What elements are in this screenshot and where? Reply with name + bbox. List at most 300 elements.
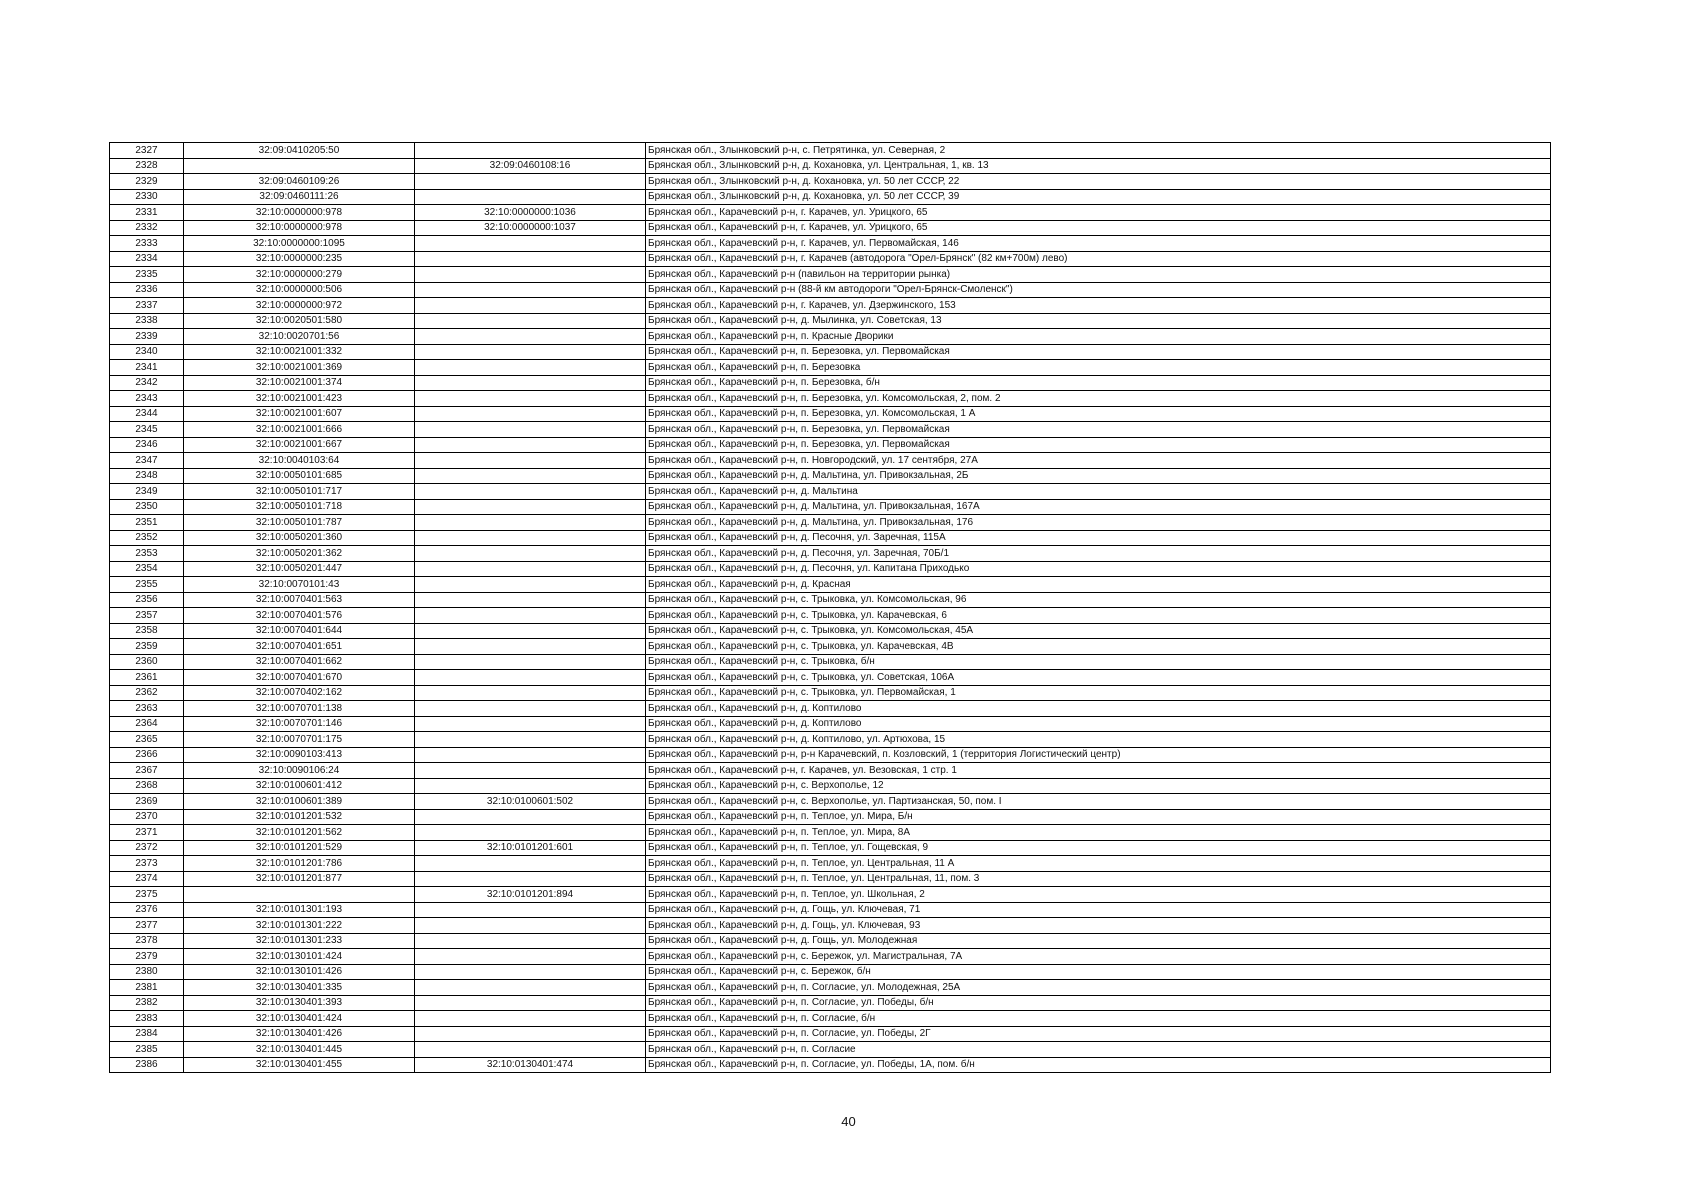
table-row [110,608,1551,624]
page-number: 40 [841,1114,856,1129]
linked-cadastral-number-cell [415,1026,646,1042]
linked-cadastral-number-cell [415,453,646,469]
row-number-cell: 2382 [110,995,184,1011]
table-row [110,375,1551,391]
table-row [110,329,1551,345]
linked-cadastral-number-cell [415,623,646,639]
row-number-cell: 2373 [110,856,184,872]
cadastral-number-cell [184,158,415,174]
row-number-cell: 2368 [110,778,184,794]
row-number-cell: 2351 [110,515,184,531]
table-row [110,422,1551,438]
linked-cadastral-number-cell [415,313,646,329]
row-number-cell: 2375 [110,887,184,903]
table-row [110,856,1551,872]
row-number-cell: 2355 [110,577,184,593]
linked-cadastral-number-cell [415,608,646,624]
address-cell: Брянская обл., Карачевский р-н, п. Согласие, ул. Молодежная, 25А [646,980,1551,996]
address-cell: Брянская обл., Карачевский р-н, п. Березовка [646,360,1551,376]
row-number-cell: 2370 [110,809,184,825]
linked-cadastral-number-cell [415,654,646,670]
row-number-cell: 2352 [110,530,184,546]
row-number-cell: 2366 [110,747,184,763]
row-number-cell: 2341 [110,360,184,376]
row-number-cell: 2369 [110,794,184,810]
linked-cadastral-number-cell [415,747,646,763]
row-number-cell: 2338 [110,313,184,329]
row-number-cell: 2372 [110,840,184,856]
cadastral-number-cell: 32:10:0040103:64 [184,453,415,469]
table-row [110,840,1551,856]
linked-cadastral-number-cell: 32:10:0130401:474 [415,1057,646,1073]
address-cell: Брянская обл., Карачевский р-н, г. Карачев, ул. Везовская, 1 стр. 1 [646,763,1551,779]
cadastral-number-cell: 32:10:0020701:56 [184,329,415,345]
table-row [110,1057,1551,1073]
address-cell: Брянская обл., Карачевский р-н, с. Трыковка, ул. Комсомольская, 45А [646,623,1551,639]
table-row [110,825,1551,841]
cadastral-number-cell: 32:10:0000000:972 [184,298,415,314]
address-cell: Брянская обл., Карачевский р-н, п. Березовка, ул. Первомайская [646,422,1551,438]
row-number-cell: 2342 [110,375,184,391]
table-row [110,530,1551,546]
linked-cadastral-number-cell: 32:10:0000000:1036 [415,205,646,221]
address-cell: Брянская обл., Карачевский р-н, с. Трыковка, ул. Комсомольская, 96 [646,592,1551,608]
linked-cadastral-number-cell [415,499,646,515]
table-row [110,701,1551,717]
cadastral-number-cell [184,887,415,903]
address-cell: Брянская обл., Карачевский р-н, д. Мылинка, ул. Советская, 13 [646,313,1551,329]
table-row [110,794,1551,810]
cadastral-number-cell: 32:10:0020501:580 [184,313,415,329]
linked-cadastral-number-cell [415,592,646,608]
linked-cadastral-number-cell [415,809,646,825]
linked-cadastral-number-cell [415,577,646,593]
row-number-cell: 2345 [110,422,184,438]
cadastral-number-cell: 32:10:0090106:24 [184,763,415,779]
cadastral-number-cell: 32:10:0101201:562 [184,825,415,841]
linked-cadastral-number-cell [415,468,646,484]
row-number-cell: 2384 [110,1026,184,1042]
cadastral-number-cell: 32:10:0101301:222 [184,918,415,934]
row-number-cell: 2379 [110,949,184,965]
row-number-cell: 2363 [110,701,184,717]
linked-cadastral-number-cell [415,391,646,407]
cadastral-number-cell: 32:10:0070401:644 [184,623,415,639]
table-row [110,670,1551,686]
row-number-cell: 2360 [110,654,184,670]
address-cell: Брянская обл., Карачевский р-н, п. Согласие, б/н [646,1011,1551,1027]
row-number-cell: 2343 [110,391,184,407]
table-row [110,902,1551,918]
cadastral-number-cell: 32:10:0021001:332 [184,344,415,360]
table-row [110,918,1551,934]
table-row [110,468,1551,484]
row-number-cell: 2332 [110,220,184,236]
linked-cadastral-number-cell [415,329,646,345]
address-cell: Брянская обл., Карачевский р-н, с. Верхополье, 12 [646,778,1551,794]
row-number-cell: 2361 [110,670,184,686]
cadastral-number-cell: 32:10:0000000:978 [184,205,415,221]
linked-cadastral-number-cell [415,902,646,918]
address-cell: Брянская обл., Карачевский р-н, д. Песочня, ул. Капитана Приходько [646,561,1551,577]
table-row [110,313,1551,329]
linked-cadastral-number-cell [415,701,646,717]
row-number-cell: 2340 [110,344,184,360]
table-row [110,949,1551,965]
address-cell: Брянская обл., Карачевский р-н, п. Березовка, ул. Комсомольская, 2, пом. 2 [646,391,1551,407]
row-number-cell: 2344 [110,406,184,422]
row-number-cell: 2356 [110,592,184,608]
cadastral-number-cell: 32:10:0101201:877 [184,871,415,887]
row-number-cell: 2348 [110,468,184,484]
linked-cadastral-number-cell [415,670,646,686]
linked-cadastral-number-cell: 32:10:0100601:502 [415,794,646,810]
address-cell: Брянская обл., Карачевский р-н, д. Коптилово, ул. Артюхова, 15 [646,732,1551,748]
linked-cadastral-number-cell [415,375,646,391]
address-cell: Брянская обл., Карачевский р-н, п. Теплое, ул. Центральная, 11 А [646,856,1551,872]
cadastral-number-cell: 32:10:0070701:146 [184,716,415,732]
cadastral-number-cell: 32:10:0050101:787 [184,515,415,531]
linked-cadastral-number-cell [415,871,646,887]
linked-cadastral-number-cell [415,825,646,841]
row-number-cell: 2328 [110,158,184,174]
table-row [110,344,1551,360]
cadastral-number-cell: 32:10:0090103:413 [184,747,415,763]
address-cell: Брянская обл., Карачевский р-н, п. Согласие, ул. Победы, 2Г [646,1026,1551,1042]
table-row [110,391,1551,407]
cadastral-number-cell: 32:10:0070402:162 [184,685,415,701]
row-number-cell: 2346 [110,437,184,453]
table-row [110,515,1551,531]
row-number-cell: 2331 [110,205,184,221]
row-number-cell: 2359 [110,639,184,655]
row-number-cell: 2350 [110,499,184,515]
cadastral-number-cell: 32:10:0021001:607 [184,406,415,422]
linked-cadastral-number-cell: 32:10:0101201:894 [415,887,646,903]
table-row [110,546,1551,562]
table-row [110,282,1551,298]
table-row [110,980,1551,996]
cadastral-number-cell: 32:10:0070401:662 [184,654,415,670]
address-cell: Брянская обл., Карачевский р-н, д. Мальтина, ул. Привокзальная, 167А [646,499,1551,515]
linked-cadastral-number-cell [415,251,646,267]
cadastral-number-cell: 32:10:0050101:685 [184,468,415,484]
cadastral-number-cell: 32:10:0130401:455 [184,1057,415,1073]
address-cell: Брянская обл., Злынковский р-н, д. Кохановка, ул. 50 лет СССР, 22 [646,174,1551,190]
address-cell: Брянская обл., Карачевский р-н, п. Согласие [646,1042,1551,1058]
address-cell: Брянская обл., Злынковский р-н, д. Кохановка, ул. Центральная, 1, кв. 13 [646,158,1551,174]
table-row [110,220,1551,236]
cadastral-number-cell: 32:10:0101201:529 [184,840,415,856]
row-number-cell: 2377 [110,918,184,934]
address-cell: Брянская обл., Карачевский р-н, д. Гощь, ул. Молодежная [646,933,1551,949]
address-cell: Брянская обл., Карачевский р-н, д. Песочня, ул. Заречная, 115А [646,530,1551,546]
address-cell: Брянская обл., Карачевский р-н, с. Бережок, б/н [646,964,1551,980]
row-number-cell: 2386 [110,1057,184,1073]
cadastral-number-cell: 32:10:0100601:412 [184,778,415,794]
cadastral-number-cell: 32:10:0130401:424 [184,1011,415,1027]
table-row [110,1042,1551,1058]
table-row [110,654,1551,670]
row-number-cell: 2333 [110,236,184,252]
address-cell: Брянская обл., Карачевский р-н, г. Карачев, ул. Урицкого, 65 [646,220,1551,236]
table-row [110,871,1551,887]
cadastral-number-cell: 32:10:0021001:369 [184,360,415,376]
address-cell: Брянская обл., Карачевский р-н, д. Песочня, ул. Заречная, 70Б/1 [646,546,1551,562]
table-row [110,437,1551,453]
row-number-cell: 2347 [110,453,184,469]
address-cell: Брянская обл., Карачевский р-н, д. Коптилово [646,716,1551,732]
linked-cadastral-number-cell [415,685,646,701]
cadastral-number-cell: 32:10:0130401:426 [184,1026,415,1042]
address-cell: Брянская обл., Карачевский р-н, с. Трыковка, ул. Карачевская, 6 [646,608,1551,624]
cadastral-number-cell: 32:10:0000000:235 [184,251,415,267]
cadastral-number-cell: 32:10:0100601:389 [184,794,415,810]
table-row [110,716,1551,732]
linked-cadastral-number-cell [415,918,646,934]
address-cell: Брянская обл., Карачевский р-н, г. Карачев, ул. Урицкого, 65 [646,205,1551,221]
linked-cadastral-number-cell [415,856,646,872]
row-number-cell: 2329 [110,174,184,190]
row-number-cell: 2371 [110,825,184,841]
linked-cadastral-number-cell: 32:10:0000000:1037 [415,220,646,236]
table-row [110,189,1551,205]
address-cell: Брянская обл., Карачевский р-н, с. Трыковка, б/н [646,654,1551,670]
table-row [110,747,1551,763]
address-cell: Брянская обл., Злынковский р-н, д. Кохановка, ул. 50 лет СССР, 39 [646,189,1551,205]
address-cell: Брянская обл., Карачевский р-н, п. Согласие, ул. Победы, 1А, пом. б/н [646,1057,1551,1073]
row-number-cell: 2383 [110,1011,184,1027]
linked-cadastral-number-cell [415,732,646,748]
row-number-cell: 2365 [110,732,184,748]
cadastral-number-cell: 32:10:0021001:667 [184,437,415,453]
table-row [110,778,1551,794]
cadastral-number-cell: 32:10:0021001:666 [184,422,415,438]
row-number-cell: 2376 [110,902,184,918]
row-number-cell: 2380 [110,964,184,980]
linked-cadastral-number-cell [415,298,646,314]
linked-cadastral-number-cell [415,267,646,283]
cadastral-number-cell: 32:10:0130401:445 [184,1042,415,1058]
row-number-cell: 2357 [110,608,184,624]
linked-cadastral-number-cell [415,530,646,546]
table-row [110,251,1551,267]
table-row [110,453,1551,469]
row-number-cell: 2354 [110,561,184,577]
row-number-cell: 2349 [110,484,184,500]
table-row [110,499,1551,515]
linked-cadastral-number-cell [415,515,646,531]
row-number-cell: 2353 [110,546,184,562]
row-number-cell: 2358 [110,623,184,639]
property-table [109,142,1551,1073]
address-cell: Брянская обл., Карачевский р-н, д. Гощь, ул. Ключевая, 71 [646,902,1551,918]
table-row [110,406,1551,422]
address-cell: Брянская обл., Карачевский р-н, п. Теплое, ул. Школьная, 2 [646,887,1551,903]
cadastral-number-cell: 32:10:0050101:717 [184,484,415,500]
linked-cadastral-number-cell [415,933,646,949]
linked-cadastral-number-cell [415,174,646,190]
linked-cadastral-number-cell [415,949,646,965]
address-cell: Брянская обл., Карачевский р-н, г. Карачев, ул. Дзержинского, 153 [646,298,1551,314]
address-cell: Брянская обл., Карачевский р-н, д. Мальтина [646,484,1551,500]
cadastral-number-cell: 32:10:0070401:563 [184,592,415,608]
cadastral-number-cell: 32:10:0050201:362 [184,546,415,562]
table-row [110,298,1551,314]
linked-cadastral-number-cell [415,360,646,376]
linked-cadastral-number-cell: 32:09:0460108:16 [415,158,646,174]
linked-cadastral-number-cell: 32:10:0101201:601 [415,840,646,856]
cadastral-number-cell: 32:10:0070701:175 [184,732,415,748]
row-number-cell: 2327 [110,143,184,159]
table-row [110,623,1551,639]
row-number-cell: 2374 [110,871,184,887]
table-row [110,267,1551,283]
cadastral-number-cell: 32:10:0000000:279 [184,267,415,283]
cadastral-number-cell: 32:10:0050201:360 [184,530,415,546]
table-row [110,639,1551,655]
address-cell: Брянская обл., Карачевский р-н, д. Коптилово [646,701,1551,717]
address-cell: Брянская обл., Карачевский р-н, д. Мальтина, ул. Привокзальная, 2Б [646,468,1551,484]
address-cell: Брянская обл., Карачевский р-н, с. Трыковка, ул. Карачевская, 4В [646,639,1551,655]
row-number-cell: 2378 [110,933,184,949]
address-cell: Брянская обл., Карачевский р-н, с. Верхополье, ул. Партизанская, 50, пом. I [646,794,1551,810]
cadastral-number-cell: 32:10:0070401:576 [184,608,415,624]
address-cell: Брянская обл., Карачевский р-н, с. Трыковка, ул. Первомайская, 1 [646,685,1551,701]
cadastral-number-cell: 32:10:0130101:424 [184,949,415,965]
address-cell: Брянская обл., Карачевский р-н, д. Красная [646,577,1551,593]
table-row [110,1026,1551,1042]
linked-cadastral-number-cell [415,763,646,779]
row-number-cell: 2339 [110,329,184,345]
row-number-cell: 2381 [110,980,184,996]
property-table-body [110,143,1551,1073]
address-cell: Брянская обл., Карачевский р-н, п. Теплое, ул. Мира, 8А [646,825,1551,841]
address-cell: Брянская обл., Карачевский р-н, с. Трыковка, ул. Советская, 106А [646,670,1551,686]
cadastral-number-cell: 32:10:0101201:786 [184,856,415,872]
table-row [110,995,1551,1011]
table-row [110,592,1551,608]
linked-cadastral-number-cell [415,406,646,422]
cadastral-number-cell: 32:10:0070101:43 [184,577,415,593]
address-cell: Брянская обл., Карачевский р-н, г. Карачев, ул. Первомайская, 146 [646,236,1551,252]
address-cell: Брянская обл., Карачевский р-н, п. Теплое, ул. Гощевская, 9 [646,840,1551,856]
address-cell: Брянская обл., Карачевский р-н, д. Мальтина, ул. Привокзальная, 176 [646,515,1551,531]
table-row [110,763,1551,779]
table-row [110,205,1551,221]
address-cell: Брянская обл., Карачевский р-н, с. Бережок, ул. Магистральная, 7А [646,949,1551,965]
table-row [110,158,1551,174]
cadastral-number-cell: 32:10:0000000:978 [184,220,415,236]
table-row [110,809,1551,825]
linked-cadastral-number-cell [415,484,646,500]
linked-cadastral-number-cell [415,282,646,298]
cadastral-number-cell: 32:10:0070401:670 [184,670,415,686]
row-number-cell: 2335 [110,267,184,283]
cadastral-number-cell: 32:10:0021001:423 [184,391,415,407]
linked-cadastral-number-cell [415,561,646,577]
address-cell: Брянская обл., Карачевский р-н, п. Согласие, ул. Победы, б/н [646,995,1551,1011]
cadastral-number-cell: 32:10:0050201:447 [184,561,415,577]
table-row [110,887,1551,903]
cadastral-number-cell: 32:10:0000000:506 [184,282,415,298]
linked-cadastral-number-cell [415,980,646,996]
linked-cadastral-number-cell [415,422,646,438]
table-row [110,236,1551,252]
cadastral-number-cell: 32:10:0101301:233 [184,933,415,949]
linked-cadastral-number-cell [415,143,646,159]
row-number-cell: 2330 [110,189,184,205]
table-row [110,577,1551,593]
address-cell: Брянская обл., Карачевский р-н, д. Гощь, ул. Ключевая, 93 [646,918,1551,934]
linked-cadastral-number-cell [415,964,646,980]
linked-cadastral-number-cell [415,437,646,453]
address-cell: Брянская обл., Злынковский р-н, с. Петрятинка, ул. Северная, 2 [646,143,1551,159]
table-row [110,1011,1551,1027]
linked-cadastral-number-cell [415,236,646,252]
linked-cadastral-number-cell [415,639,646,655]
cadastral-number-cell: 32:10:0130401:335 [184,980,415,996]
cadastral-number-cell: 32:09:0460111:26 [184,189,415,205]
cadastral-number-cell: 32:10:0070701:138 [184,701,415,717]
row-number-cell: 2364 [110,716,184,732]
cadastral-number-cell: 32:10:0000000:1095 [184,236,415,252]
cadastral-number-cell: 32:10:0130401:393 [184,995,415,1011]
linked-cadastral-number-cell [415,1042,646,1058]
table-row [110,732,1551,748]
table-row [110,360,1551,376]
cadastral-number-cell: 32:10:0050101:718 [184,499,415,515]
cadastral-number-cell: 32:10:0070401:651 [184,639,415,655]
address-cell: Брянская обл., Карачевский р-н, п. Теплое, ул. Центральная, 11, пом. 3 [646,871,1551,887]
linked-cadastral-number-cell [415,1011,646,1027]
cadastral-number-cell: 32:09:0460109:26 [184,174,415,190]
row-number-cell: 2337 [110,298,184,314]
table-row [110,484,1551,500]
row-number-cell: 2336 [110,282,184,298]
cadastral-number-cell: 32:10:0101301:193 [184,902,415,918]
address-cell: Брянская обл., Карачевский р-н (88-й км автодороги "Орел-Брянск-Смоленск") [646,282,1551,298]
table-row [110,933,1551,949]
address-cell: Брянская обл., Карачевский р-н, п. Березовка, б/н [646,375,1551,391]
cadastral-number-cell: 32:09:0410205:50 [184,143,415,159]
table-row [110,174,1551,190]
address-cell: Брянская обл., Карачевский р-н, п. Теплое, ул. Мира, Б/н [646,809,1551,825]
table-row [110,685,1551,701]
linked-cadastral-number-cell [415,344,646,360]
cadastral-number-cell: 32:10:0021001:374 [184,375,415,391]
linked-cadastral-number-cell [415,995,646,1011]
address-cell: Брянская обл., Карачевский р-н, п. Березовка, ул. Комсомольская, 1 А [646,406,1551,422]
linked-cadastral-number-cell [415,716,646,732]
linked-cadastral-number-cell [415,189,646,205]
row-number-cell: 2334 [110,251,184,267]
address-cell: Брянская обл., Карачевский р-н, п. Березовка, ул. Первомайская [646,437,1551,453]
address-cell: Брянская обл., Карачевский р-н, п. Березовка, ул. Первомайская [646,344,1551,360]
address-cell: Брянская обл., Карачевский р-н, г. Карачев (автодорога "Орел-Брянск" (82 км+700м) лево) [646,251,1551,267]
cadastral-number-cell: 32:10:0101201:532 [184,809,415,825]
table-row [110,964,1551,980]
address-cell: Брянская обл., Карачевский р-н, п. Новгородский, ул. 17 сентября, 27А [646,453,1551,469]
cadastral-number-cell: 32:10:0130101:426 [184,964,415,980]
linked-cadastral-number-cell [415,546,646,562]
table-row [110,561,1551,577]
table-row [110,143,1551,159]
address-cell: Брянская обл., Карачевский р-н, п. Красные Дворики [646,329,1551,345]
row-number-cell: 2362 [110,685,184,701]
row-number-cell: 2367 [110,763,184,779]
row-number-cell: 2385 [110,1042,184,1058]
